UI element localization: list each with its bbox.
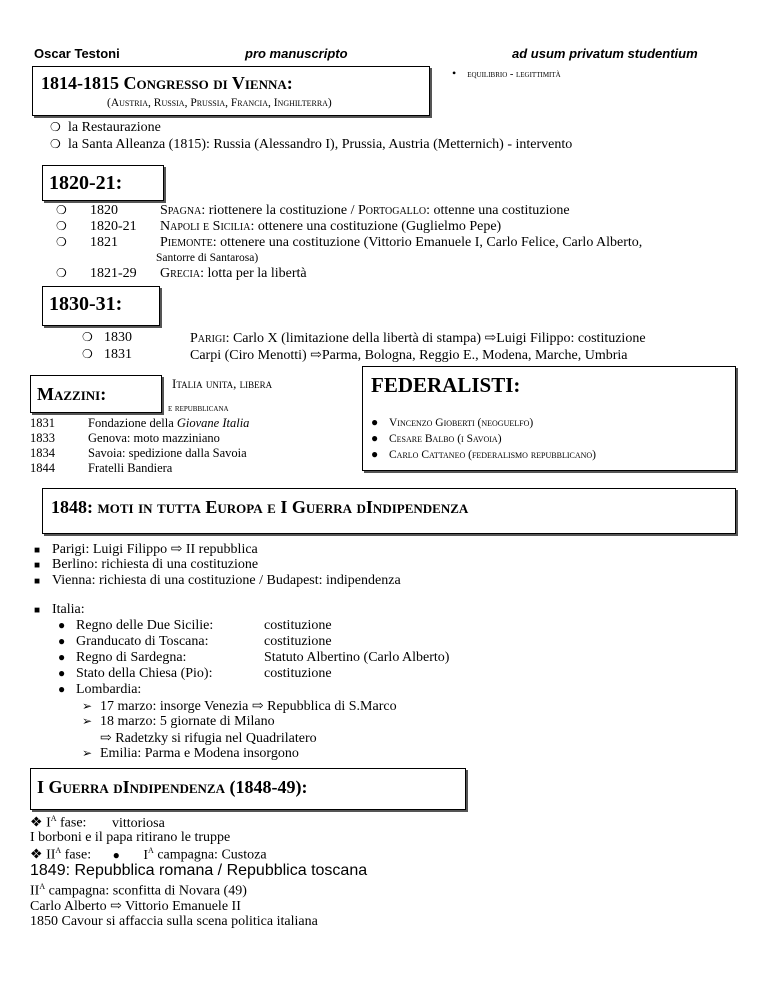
state-name: Stato della Chiesa (Pio): — [76, 666, 213, 681]
mazzini-motto-1: Italia unita, libera — [172, 376, 273, 391]
fase-label: II — [46, 847, 56, 863]
moti1830-title: 1830-31: — [49, 293, 123, 315]
event-place: Piemonte — [160, 235, 213, 250]
square-bullet-icon: ■ — [34, 560, 41, 571]
moti1848-title-rest: moti in tutta Europa e I Guerra dIndipendenza — [97, 497, 469, 517]
state-name: Lombardia: — [76, 682, 142, 697]
mazzini-event — [30, 446, 247, 461]
vienna-countries: (Austria, Russia, Prussia, Francia, Inghilterra) — [107, 97, 332, 109]
list-item-text: la Restaurazione — [68, 120, 161, 135]
dot-bullet-icon: ● — [58, 666, 66, 680]
list-item — [82, 714, 275, 730]
list-item-text: Berlino: richiesta di una costituzione — [52, 557, 259, 572]
radetzky-line: ⇨ Radetzky si rifugia nel Quadrilatero — [100, 731, 317, 746]
state-result: costituzione — [264, 666, 332, 681]
event-text: Fratelli Bandiera — [88, 461, 173, 475]
bullet-icon: • — [452, 66, 457, 80]
event-text-emphasis: Giovane Italia — [176, 416, 250, 430]
event-year: 1831 — [30, 416, 55, 430]
state-row — [58, 682, 141, 698]
guerra-line — [30, 882, 247, 900]
fase-label-rest: fase: — [61, 847, 92, 863]
state-name: Regno delle Due Sicilie: — [76, 618, 214, 633]
moti1848-box — [42, 488, 736, 534]
event-year: 1833 — [30, 431, 55, 445]
circle-bullet-icon: ❍ — [56, 235, 67, 249]
event-place: Portogallo — [358, 203, 427, 218]
moti1848-title — [51, 497, 468, 518]
header-center: pro manuscripto — [245, 46, 348, 61]
dot-bullet-icon: ● — [58, 682, 66, 696]
circle-bullet-icon: ❍ — [56, 203, 67, 217]
vienna-principles — [452, 66, 561, 81]
square-bullet-icon: ■ — [34, 545, 41, 556]
moti1830-box — [42, 286, 160, 326]
guerra-box — [30, 768, 466, 810]
event-text: Savoia: spedizione dalla Savoia — [88, 446, 247, 460]
fase1-line — [30, 814, 165, 832]
diamond-bullet-icon: ❖ — [30, 847, 43, 863]
event-year: 1820-21 — [90, 219, 137, 234]
mazzini-event — [30, 431, 220, 446]
vienna-title: 1814-1815 Congresso di Vienna: — [41, 73, 293, 93]
list-item — [34, 573, 401, 589]
circle-bullet-icon: ❍ — [56, 266, 67, 280]
event-text: : ottenere una costituzione (Vittorio Emanuele I, Carlo Felice, Carlo Alberto, — [212, 235, 643, 250]
circle-bullet-icon: ❍ — [50, 120, 61, 134]
event-row — [56, 203, 570, 219]
header-right: ad usum privatum studentium — [512, 46, 698, 61]
list-item-text: 17 marzo: insorge Venezia ⇨ Repubblica di S.Marco — [100, 699, 397, 714]
campagna-value: campagna: Custoza — [153, 847, 267, 863]
event-text: : Carlo X (limitazione della libertà di stampa) ⇨Luigi Filippo: costituzione — [225, 331, 646, 346]
federalisti-title: FEDERALISTI: — [371, 373, 521, 397]
list-item — [82, 746, 299, 762]
event-text: : ottenne una costituzione — [426, 203, 570, 218]
state-row — [58, 634, 332, 650]
circle-bullet-icon: ❍ — [82, 347, 93, 361]
event-text: Genova: moto mazziniano — [88, 431, 220, 445]
square-bullet-icon: ■ — [34, 576, 41, 587]
header-author: Oscar Testoni — [34, 46, 120, 61]
event-year: 1820 — [90, 203, 118, 218]
moti1820-title: 1820-21: — [49, 172, 123, 194]
diamond-bullet-icon: ❖ — [30, 815, 43, 831]
dot-bullet-icon: ● — [112, 847, 120, 862]
event-year: 1844 — [30, 461, 55, 475]
campagna-sup: A — [148, 846, 154, 855]
state-row — [58, 618, 332, 634]
moti1820-box — [42, 165, 164, 201]
event-row — [82, 347, 628, 363]
circle-bullet-icon: ❍ — [56, 219, 67, 233]
campagna-value: campagna: sconfitta di Novara (49) — [45, 883, 247, 899]
event-place: Parigi — [190, 331, 226, 346]
list-item — [34, 557, 258, 573]
square-bullet-icon: ■ — [34, 605, 41, 616]
event-year: 1821 — [90, 235, 118, 250]
event-year: 1830 — [104, 330, 132, 345]
mazzini-event — [30, 461, 173, 476]
dot-bullet-icon: ● — [371, 431, 379, 445]
moti1848-title-year: 1848: — [51, 497, 93, 517]
dot-bullet-icon: ● — [58, 618, 66, 632]
list-item — [371, 431, 502, 446]
event-place: Grecia — [160, 266, 201, 281]
federalisti-box — [362, 366, 736, 471]
fase-label-rest: fase: — [56, 815, 87, 831]
list-item-text: Italia: — [52, 602, 85, 617]
guerra-title-years: (1848-49): — [229, 777, 308, 797]
list-item — [50, 120, 161, 136]
dot-bullet-icon: ● — [58, 650, 66, 664]
event-row — [56, 219, 502, 235]
event-row — [56, 235, 643, 251]
campagna-sup: A — [39, 882, 46, 891]
list-item — [50, 137, 572, 153]
dot-bullet-icon: ● — [58, 634, 66, 648]
list-item — [34, 602, 85, 618]
list-item-text: Carlo Cattaneo (federalismo repubblicano) — [389, 449, 596, 461]
state-name: Granducato di Toscana: — [76, 634, 209, 649]
campagna-label: I — [143, 847, 149, 863]
circle-bullet-icon: ❍ — [82, 330, 93, 344]
state-row — [58, 666, 332, 682]
fase-sup: A — [50, 814, 57, 823]
list-item-text: Vincenzo Gioberti (neoguelfo) — [389, 417, 534, 429]
list-item-text: Vienna: richiesta di una costituzione / Budapest: indipendenza — [52, 573, 401, 588]
dot-bullet-icon: ● — [371, 447, 379, 461]
list-item-text: Emilia: Parma e Modena insorgono — [100, 746, 299, 761]
list-item-text: la Santa Alleanza (1815): Russia (Alessandro I), Prussia, Austria (Metternich) - intervento — [68, 137, 573, 152]
event-year: 1831 — [104, 347, 132, 362]
campagna-label: II — [30, 883, 40, 899]
event-place: Napoli e Sicilia — [160, 219, 251, 234]
state-result: Statuto Albertino (Carlo Alberto) — [264, 650, 450, 665]
state-result: costituzione — [264, 618, 332, 633]
fase2-line — [30, 846, 267, 864]
repubbliche-line: 1849: Repubblica romana / Repubblica toscana — [30, 862, 368, 879]
event-row — [56, 266, 307, 282]
fase-sup: A — [55, 846, 62, 855]
event-text: : lotta per la libertà — [200, 266, 307, 281]
state-result: costituzione — [264, 634, 332, 649]
list-item — [371, 447, 596, 462]
event-place: Spagna — [160, 203, 202, 218]
fase-label: I — [46, 815, 51, 831]
mazzini-motto-2: e repubblicana — [168, 403, 229, 414]
event-text: : ottenere una costituzione (Guglielmo Pepe) — [250, 219, 502, 234]
guerra-line: I borboni e il papa ritirano le truppe — [30, 830, 231, 845]
event-row — [82, 330, 646, 346]
mazzini-event — [30, 416, 250, 431]
guerra-title-name: I Guerra dIndipendenza — [37, 777, 225, 797]
list-item — [82, 698, 397, 715]
list-item-text: Cesare Balbo (i Savoia) — [389, 433, 502, 445]
list-item-text: 18 marzo: 5 giornate di Milano — [100, 714, 275, 729]
arrowhead-bullet-icon: ➢ — [82, 699, 93, 713]
state-name: Regno di Sardegna: — [76, 650, 187, 665]
principles-text: equilibrio - legittimità — [467, 69, 561, 80]
event-text: Fondazione della — [88, 416, 177, 430]
event-continuation: Santorre di Santarosa) — [156, 252, 259, 264]
dot-bullet-icon: ● — [371, 415, 379, 429]
circle-bullet-icon: ❍ — [50, 137, 61, 151]
arrowhead-bullet-icon: ➢ — [82, 746, 93, 760]
fase-value: vittoriosa — [111, 815, 165, 831]
guerra-line: Carlo Alberto ⇨ Vittorio Emanuele II — [30, 899, 241, 914]
vienna-box — [32, 66, 430, 116]
list-item-text: Parigi: Luigi Filippo ⇨ II repubblica — [52, 542, 258, 557]
event-year: 1834 — [30, 446, 55, 460]
event-text: Carpi (Ciro Menotti) ⇨Parma, Bologna, Reggio E., Modena, Marche, Umbria — [190, 348, 628, 363]
event-text: : riottenere la costituzione / — [201, 203, 358, 218]
mazzini-title: Mazzini: — [37, 384, 107, 404]
guerra-line: 1850 Cavour si affaccia sulla scena politica italiana — [30, 914, 318, 929]
event-year: 1821-29 — [90, 266, 137, 281]
list-item — [34, 541, 258, 558]
list-item — [371, 415, 533, 430]
arrowhead-bullet-icon: ➢ — [82, 714, 93, 728]
guerra-title — [37, 777, 307, 798]
state-row — [58, 650, 450, 666]
mazzini-box — [30, 375, 162, 413]
